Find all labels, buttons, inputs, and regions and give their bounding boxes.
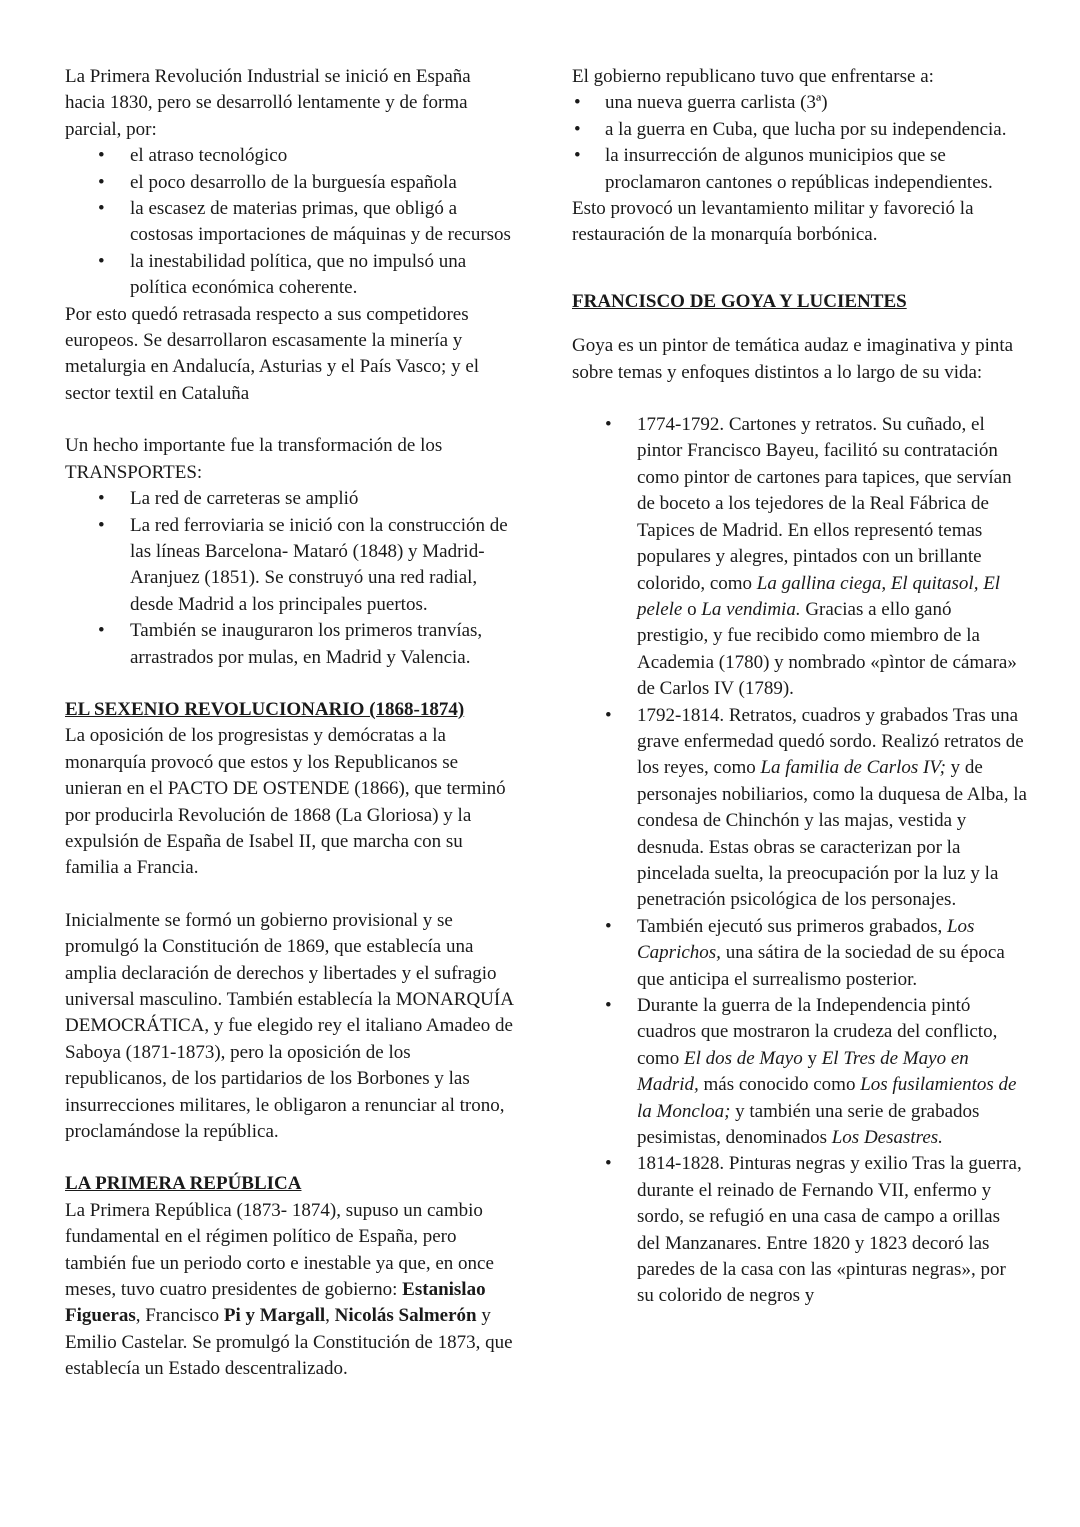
- transport-list: [65, 486, 515, 671]
- industrial-consequence: Por esto quedó retrasada respecto a sus competidores europeos. Se desarrollaron escasamente la minería y metalurgia en Andalucía, Asturias y el País Vasco; y el sector textil en Cataluña: [65, 303, 480, 404]
- list-item: • También se inauguraron los primeros tranvías, arrastrados por mulas, en Madrid y Valencia.: [65, 618, 515, 671]
- list-item: • el poco desarrollo de la burguesía española: [65, 170, 515, 196]
- president-name: Pi y Margall: [223, 1305, 326, 1327]
- list-item: • 1774-1792. Cartones y retratos. Su cuñado, el pintor Francisco Bayeu, facilitó su contratación como pintor de cartones para tapices, que servían de boceto a los tejedores de la Real Fábrica de Tapices de Madrid. En ellos representó temas populares y alegres, pintados con un brillante colorido, como La gallina ciega, El quitasol, El pelele o La vendimia. Gracias a ello ganó prestigio, y fue recibido como miembro de la Academia (1780) y nombrado «pìntor de cámara» de Carlos IV (1789).: [572, 412, 1027, 702]
- list-item: • el atraso tecnológico: [65, 143, 515, 169]
- gov-intro: El gobierno republicano tuvo que enfrentarse a:: [572, 66, 934, 87]
- list-item: • a la guerra en Cuba, que lucha por su independencia.: [572, 117, 1027, 143]
- right-column: [572, 64, 1027, 1310]
- transport-intro: Un hecho importante fue la transformación de los TRANSPORTES:: [65, 435, 443, 483]
- list-item: • 1792-1814. Retratos, cuadros y grabados Tras una grave enfermedad quedó sordo. Realizó retratos de los reyes, como La familia de Carlos IV; y de personajes nobiliarios, como la duquesa de Alba, la condesa de Chinchón y las majas, vestida y desnuda. Estas obras se caracterizan por la pincelada suelta, la preocupación por la luz y la penetración psicológica de los personajes.: [572, 703, 1027, 914]
- list-item: • La red ferroviaria se inició con la construcción de las líneas Barcelona- Mataró (1848) y Madrid-Aranjuez (1851). Se construyó una red radial, desde Madrid a los principales puertos.: [65, 513, 515, 619]
- sexenio-paragraph-1: La oposición de los progresistas y demócratas a la monarquía provocó que estos y los Republicanos se unieran en el PACTO DE OSTENDE (1866), que terminó por producirla Revolución de 1868 (La Gloriosa) y la expulsión de España de Isabel II, que marcha con su familia a Francia.: [65, 725, 506, 879]
- list-item: • La red de carreteras se amplió: [65, 486, 515, 512]
- goya-intro: Goya es un pintor de temática audaz e imaginativa y pinta sobre temas y enfoques distintos a lo largo de su vida:: [572, 335, 1014, 383]
- goya-heading: FRANCISCO DE GOYA Y LUCIENTES: [572, 290, 907, 312]
- list-item: • También ejecutó sus primeros grabados, Los Caprichos, una sátira de la sociedad de su época que anticipa el surrealismo posterior.: [572, 914, 1027, 993]
- sexenio-paragraph-2: Inicialmente se formó un gobierno provisional y se promulgó la Constitución de 1869, que establecía una amplia declaración de derechos y libertades y el sufragio universal masculino. También establecía la MONARQUÍA DEMOCRÁTICA, y fue elegido rey el italiano Amadeo de Saboya (1871-1873), pero la oposición de los republicanos, de los partidarios de los Borbones y las insurrecciones militares, le obligaron a renunciar al trono, proclamándose la república.: [65, 909, 513, 1143]
- sexenio-heading: EL SEXENIO REVOLUCIONARIO (1868-1874): [65, 698, 465, 720]
- goya-periods-list: [572, 412, 1027, 1310]
- industrial-causes-list: [65, 143, 515, 301]
- list-item: • Durante la guerra de la Independencia pintó cuadros que mostraron la crudeza del conflicto, como El dos de Mayo y El Tres de Mayo en Madrid, más conocido como Los fusilamientos de la Moncloa; y también una serie de grabados pesimistas, denominados Los Desastres.: [572, 993, 1027, 1151]
- list-item: • la inestabilidad política, que no impulsó una política económica coherente.: [65, 249, 515, 302]
- list-item: • una nueva guerra carlista (3ª): [572, 90, 1027, 116]
- gov-challenges-list: [572, 90, 1027, 196]
- list-item: • 1814-1828. Pinturas negras y exilio Tras la guerra, durante el reinado de Fernando VII, enfermo y sordo, se refugió en una casa de campo a orillas del Manzanares. Entre 1820 y 1823 decoró las paredes de la casa con las «pinturas negras», por su colorido de negros y: [572, 1151, 1027, 1309]
- republica-heading: LA PRIMERA REPÚBLICA: [65, 1173, 302, 1195]
- industrial-intro: La Primera Revolución Industrial se inició en España hacia 1830, pero se desarrolló lentamente y de forma parcial, por:: [65, 66, 471, 140]
- list-item: • la escasez de materias primas, que obligó a costosas importaciones de máquinas y de recursos: [65, 196, 515, 249]
- list-item: • la insurrección de algunos municipios que se proclamaron cantones o repúblicas independientes.: [572, 143, 1027, 196]
- president-name: Estanislao Figueras: [65, 1279, 486, 1327]
- president-name: Nicolás Salmerón: [334, 1305, 477, 1327]
- republica-paragraph: La Primera República (1873- 1874), supuso un cambio fundamental en el régimen político de España, pero también fue un periodo corto e inestable ya que, en once meses, tuvo cuatro presidentes de gobierno: Estanislao Figueras, Francisco Pi y Margall, Nicolás Salmerón y Emilio Castelar. Se promulgó la Constitución de 1873, que establecía un Estado descentralizado.: [65, 1199, 513, 1380]
- left-column: [65, 64, 515, 1383]
- gov-outro: Esto provocó un levantamiento militar y favoreció la restauración de la monarquía borbónica.: [572, 198, 974, 246]
